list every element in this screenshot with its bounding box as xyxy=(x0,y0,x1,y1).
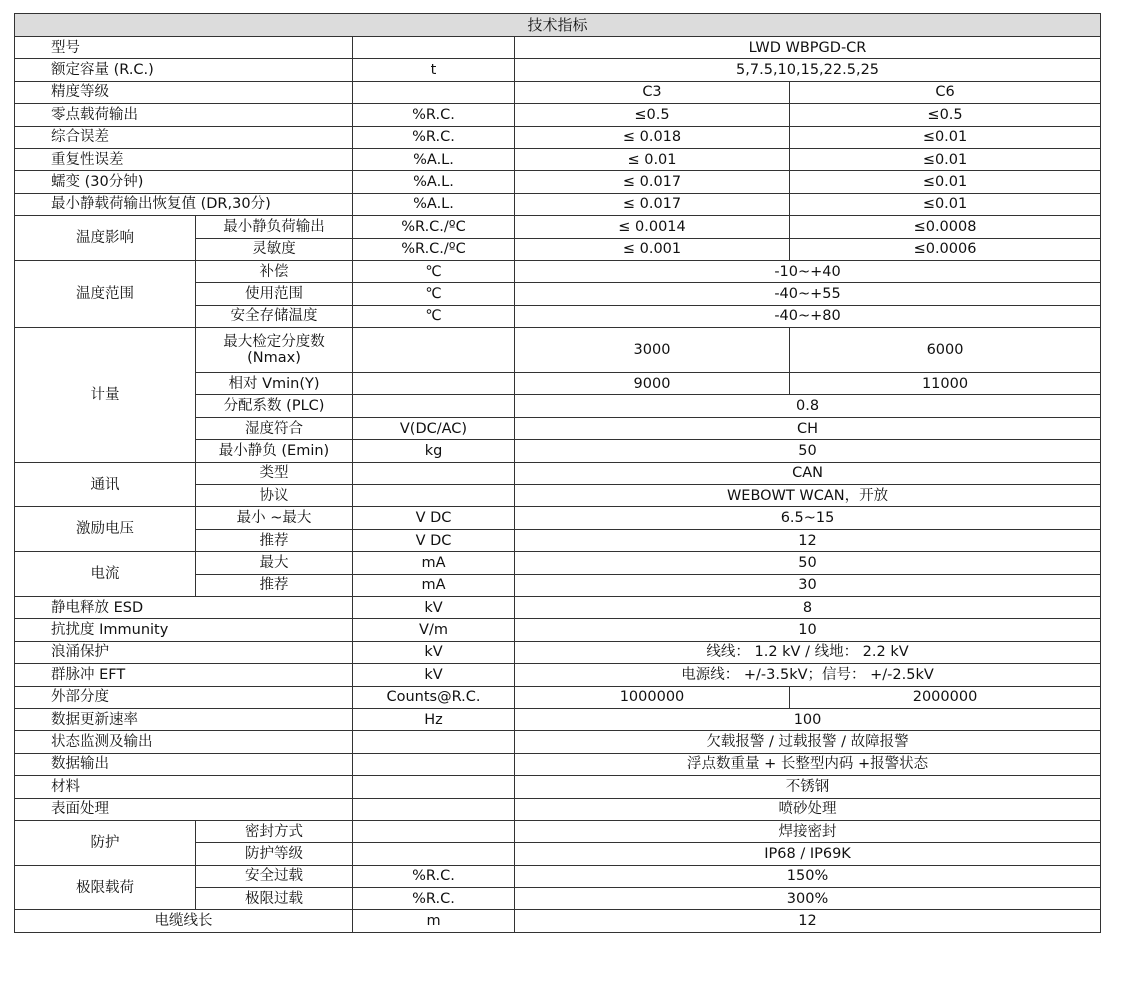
table-row: 数据输出 浮点数重量 + 长整型内码 +报警状态 xyxy=(15,753,1101,775)
table-row: 外部分度 Counts@R.C. 1000000 2000000 xyxy=(15,686,1101,708)
group-label: 极限载荷 xyxy=(15,865,196,910)
group-label: 通讯 xyxy=(15,462,196,507)
table-row: 型号 LWD WBPGD-CR xyxy=(15,37,1101,59)
table-row: 表面处理 喷砂处理 xyxy=(15,798,1101,820)
table-row: 电缆线长 m 12 xyxy=(15,910,1101,932)
table-title: 技术指标 xyxy=(15,14,1101,37)
group-label: 计量 xyxy=(15,328,196,463)
table-row: 温度范围 补偿 ℃ -10~+40 xyxy=(15,260,1101,282)
table-row: 灵敏度 %R.C./ºC ≤ 0.001 ≤0.0006 xyxy=(15,238,1101,260)
table-row: 最小静载荷输出恢复值 (DR,30分) %A.L. ≤ 0.017 ≤0.01 xyxy=(15,193,1101,215)
table-row: 电流 最大 mA 50 xyxy=(15,552,1101,574)
table-row: 协议 WEBOWT WCAN，开放 xyxy=(15,485,1101,507)
group-label: 温度影响 xyxy=(15,216,196,261)
table-row: 状态监测及输出 欠载报警 / 过载报警 / 故障报警 xyxy=(15,731,1101,753)
table-row: 重复性误差 %A.L. ≤ 0.01 ≤0.01 xyxy=(15,148,1101,170)
table-row: 极限载荷 安全过载 %R.C. 150% xyxy=(15,865,1101,887)
table-row: 浪涌保护 kV 线线： 1.2 kV / 线地： 2.2 kV xyxy=(15,641,1101,663)
table-row: 分配系数 (PLC) 0.8 xyxy=(15,395,1101,417)
table-row: 计量 最大检定分度数 (Nmax) 3000 6000 xyxy=(15,328,1101,373)
table-row: 激励电压 最小 ~最大 V DC 6.5~15 xyxy=(15,507,1101,529)
table-row: 相对 Vmin(Y) 9000 11000 xyxy=(15,373,1101,395)
table-row: 防护等级 IP68 / IP69K xyxy=(15,843,1101,865)
table-row: 最小静负 (Emin) kg 50 xyxy=(15,440,1101,462)
group-label: 温度范围 xyxy=(15,260,196,327)
group-label: 电流 xyxy=(15,552,196,597)
table-row: 使用范围 ℃ -40~+55 xyxy=(15,283,1101,305)
table-row: 通讯 类型 CAN xyxy=(15,462,1101,484)
table-row: 推荐 mA 30 xyxy=(15,574,1101,596)
table-header-row xyxy=(15,14,1101,37)
group-label: 防护 xyxy=(15,820,196,865)
table-row: 材料 不锈钢 xyxy=(15,776,1101,798)
table-row: 综合误差 %R.C. ≤ 0.018 ≤0.01 xyxy=(15,126,1101,148)
table-row: 蠕变 (30分钟) %A.L. ≤ 0.017 ≤0.01 xyxy=(15,171,1101,193)
table-row: 抗扰度 Immunity V/m 10 xyxy=(15,619,1101,641)
table-row: 精度等级 C3 C6 xyxy=(15,81,1101,103)
table-row: 额定容量 (R.C.) t 5,7.5,10,15,22.5,25 xyxy=(15,59,1101,81)
table-row: 防护 密封方式 焊接密封 xyxy=(15,820,1101,842)
table-row: 零点载荷输出 %R.C. ≤0.5 ≤0.5 xyxy=(15,104,1101,126)
table-row: 静电释放 ESD kV 8 xyxy=(15,596,1101,618)
table-row: 温度影响 最小静负荷输出 %R.C./ºC ≤ 0.0014 ≤0.0008 xyxy=(15,216,1101,238)
table-row: 群脉冲 EFT kV 电源线： +/-3.5kV；信号： +/-2.5kV xyxy=(15,664,1101,686)
spec-table xyxy=(14,13,1101,933)
table-row: 数据更新速率 Hz 100 xyxy=(15,708,1101,730)
table-row: 安全存储温度 ℃ -40~+80 xyxy=(15,305,1101,327)
table-row: 极限过载 %R.C. 300% xyxy=(15,888,1101,910)
table-row: 湿度符合 V(DC/AC) CH xyxy=(15,417,1101,439)
table-row: 推荐 V DC 12 xyxy=(15,529,1101,551)
group-label: 激励电压 xyxy=(15,507,196,552)
